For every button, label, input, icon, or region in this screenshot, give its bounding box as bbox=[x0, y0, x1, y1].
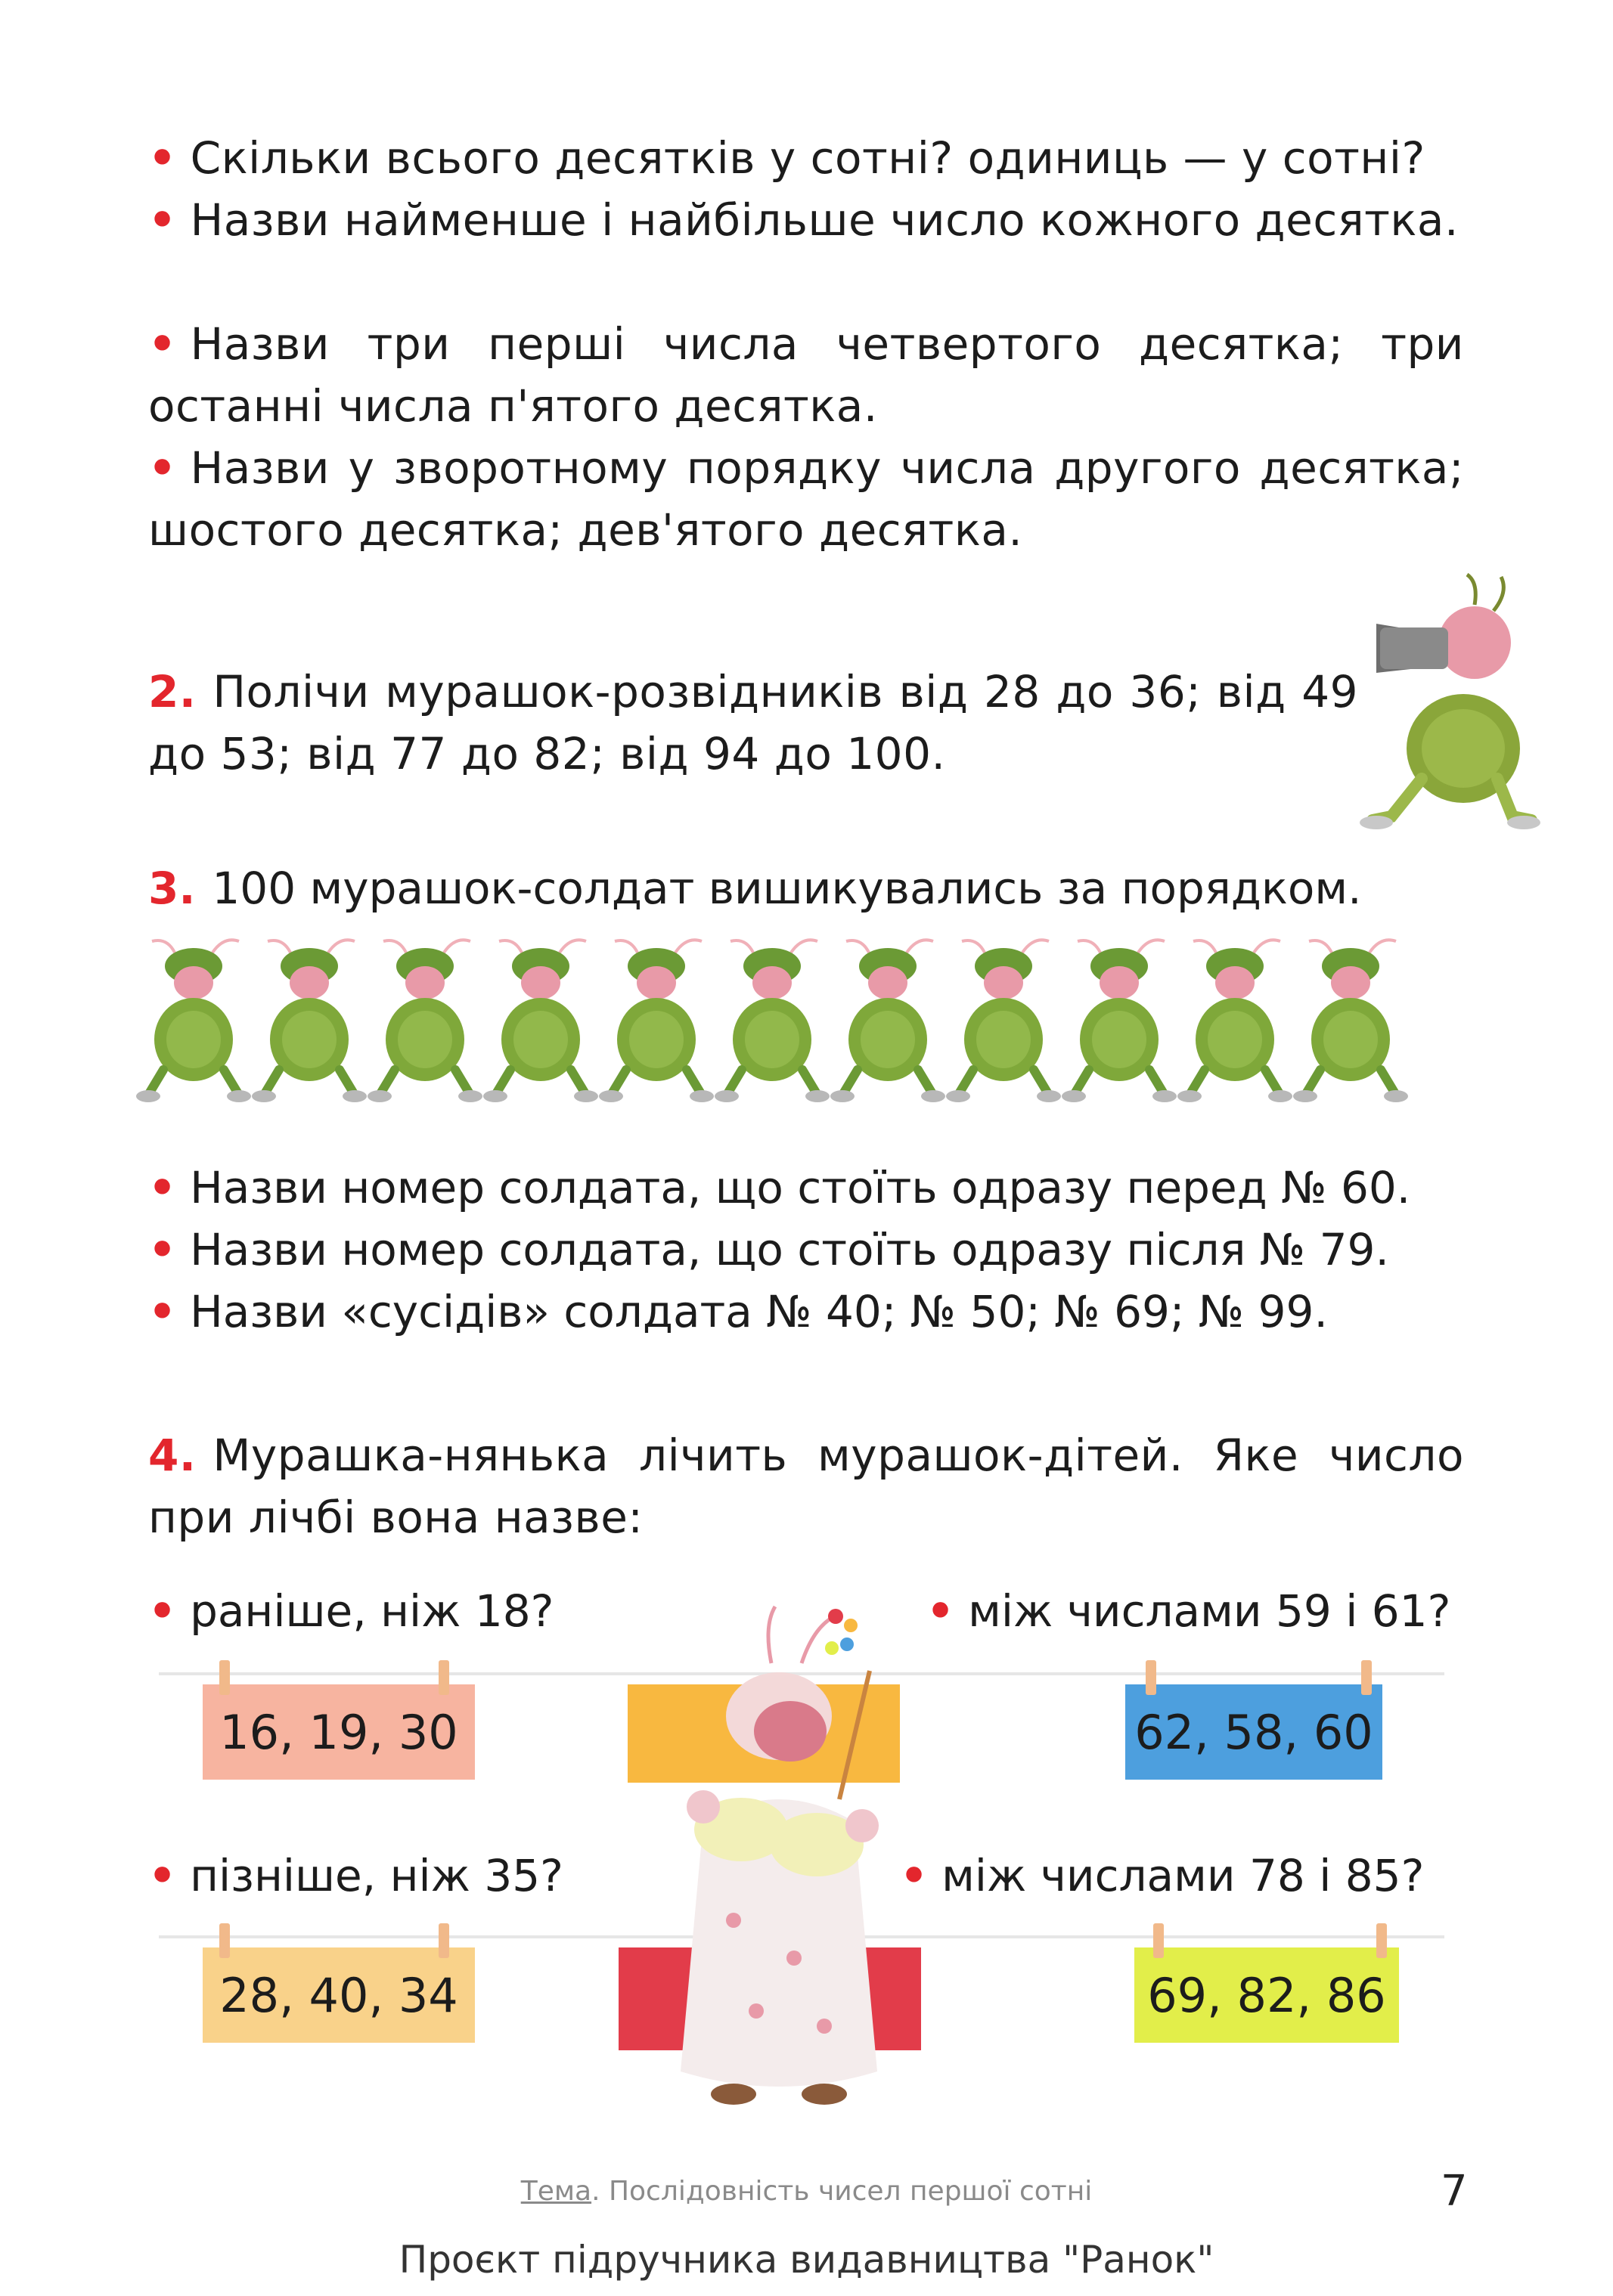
bullet-marker: • bbox=[926, 1585, 955, 1637]
task-number: 4. bbox=[148, 1430, 197, 1481]
bullet-marker: • bbox=[900, 1850, 929, 1901]
publisher-note: Проєкт підручника видавництва "Ранок" bbox=[399, 2238, 1214, 2282]
clothespin bbox=[439, 1660, 449, 1695]
task-3-bullet-1: • Назви номер солдата, що стоїть одразу перед № 60. bbox=[148, 1162, 1411, 1213]
answer-card-3: 28, 40, 34 bbox=[203, 1947, 475, 2043]
intro-bullet-4: • Назви у зворотному порядку числа другого десятка; шостого десятка; дев'ятого десятка. bbox=[148, 442, 1464, 556]
question-earlier: • раніше, ніж 18? bbox=[148, 1585, 554, 1637]
bullet-marker: • bbox=[148, 132, 177, 184]
clothespin bbox=[1361, 1660, 1372, 1695]
bullet-marker: • bbox=[148, 1224, 177, 1275]
intro-bullet-3: • Назви три перші числа четвертого десятка; три останні числа п'ятого десятка. bbox=[148, 318, 1464, 432]
topic-label: Тема bbox=[520, 2176, 592, 2207]
question-later: • пізніше, ніж 35? bbox=[148, 1850, 563, 1901]
question-between-78-85: • між числами 78 і 85? bbox=[900, 1850, 1425, 1901]
task-2: 2. Полічи мурашок-розвідників від 28 до 36; від 49 до 53; від 77 до 82; від 94 до 100. bbox=[148, 666, 1358, 779]
task-number: 2. bbox=[148, 666, 197, 717]
bullet-marker: • bbox=[148, 318, 177, 370]
answer-card-2: 62, 58, 60 bbox=[1125, 1684, 1382, 1780]
task-3-bullet-3: • Назви «сусідів» солдата № 40; № 50; № 69; № 99. bbox=[148, 1286, 1328, 1337]
scout-ant-illustration bbox=[1361, 575, 1535, 832]
nanny-ant-illustration bbox=[620, 1603, 938, 2117]
task-3: 3. 100 мурашок-солдат вишикувались за порядком. bbox=[148, 863, 1362, 914]
task-number: 3. bbox=[148, 863, 196, 914]
intro-bullet-2: • Назви найменше і найбільше число кожного десятка. bbox=[148, 194, 1459, 246]
bullet-marker: • bbox=[148, 1286, 177, 1337]
clothespin bbox=[219, 1923, 230, 1958]
question-between-59-61: • між числами 59 і 61? bbox=[926, 1585, 1451, 1637]
footer-topic bbox=[0, 2176, 1613, 2207]
task-4: 4. Мурашка-нянька лічить мурашок-дітей. Яке число при лічбі вона назве: bbox=[148, 1430, 1464, 1543]
clothespin bbox=[439, 1923, 449, 1958]
bullet-marker: • bbox=[148, 442, 177, 494]
topic-text: . Послідовність чисел першої сотні bbox=[591, 2176, 1093, 2207]
soldier-ants-row bbox=[148, 937, 1434, 1111]
answer-card-4: 69, 82, 86 bbox=[1134, 1947, 1399, 2043]
clothespin bbox=[1146, 1660, 1156, 1695]
bullet-marker: • bbox=[148, 1162, 177, 1213]
clothespin bbox=[219, 1660, 230, 1695]
answer-card-1: 16, 19, 30 bbox=[203, 1684, 475, 1780]
bullet-marker: • bbox=[148, 1850, 177, 1901]
clothespin bbox=[1376, 1923, 1387, 1958]
bullet-marker: • bbox=[148, 194, 177, 246]
intro-bullet-1: • Скільки всього десятків у сотні? одиниць — у сотні? bbox=[148, 132, 1425, 184]
clothespin bbox=[1153, 1923, 1164, 1958]
bullet-marker: • bbox=[148, 1585, 177, 1637]
page-number: 7 bbox=[1441, 2167, 1468, 2216]
task-3-bullet-2: • Назви номер солдата, що стоїть одразу після № 79. bbox=[148, 1224, 1389, 1275]
